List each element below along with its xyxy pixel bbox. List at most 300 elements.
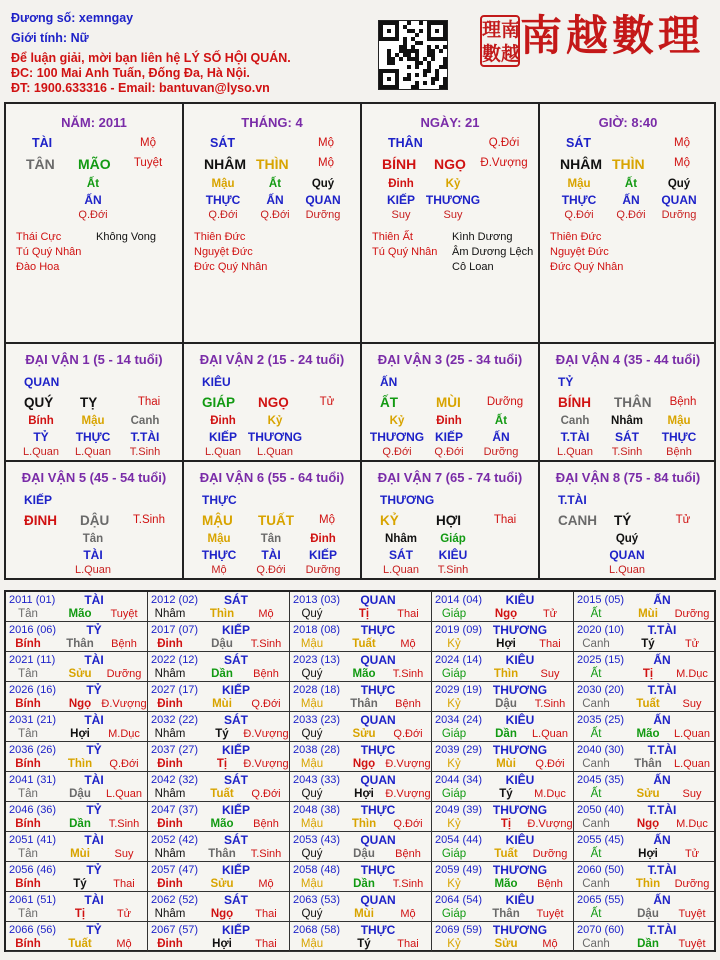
dv-hidden-stage: T.Sinh bbox=[611, 446, 643, 458]
year-label: 2012 (02) bbox=[151, 594, 199, 606]
year-label: 2013 (03) bbox=[293, 594, 341, 606]
year-stage: Thai bbox=[255, 938, 277, 950]
phone-email: ĐT: 1900.633316 - Email: bantuvan@lyso.vn bbox=[11, 81, 270, 95]
annual-luck-table bbox=[4, 590, 716, 952]
dv-hidden-stage: L.Quan bbox=[256, 446, 294, 458]
year-branch: Hợi bbox=[638, 848, 658, 860]
year-deity: T.TÀI bbox=[647, 743, 677, 757]
year-stem: Bính bbox=[15, 818, 41, 830]
year-cell bbox=[574, 922, 714, 952]
year-label: 2040 (30) bbox=[577, 744, 625, 756]
year-label: 2014 (04) bbox=[435, 594, 483, 606]
year-stem: Nhâm bbox=[154, 908, 186, 920]
year-deity: KIÊU bbox=[505, 653, 535, 667]
year-branch: Dậu bbox=[495, 698, 517, 710]
pillar-stem: TÂN bbox=[26, 156, 55, 172]
year-cell bbox=[290, 742, 432, 772]
year-label: 2049 (39) bbox=[435, 804, 483, 816]
year-stem: Ất bbox=[590, 668, 602, 680]
dai-van-stem: ĐINH bbox=[24, 513, 57, 528]
dai-van-deity: QUAN bbox=[24, 375, 60, 389]
year-branch: Mão bbox=[352, 668, 376, 680]
year-cell bbox=[574, 742, 714, 772]
year-deity: KIẾP bbox=[221, 863, 250, 877]
year-stage: T.Sinh bbox=[250, 638, 282, 650]
auspicious-star: Thái Cực bbox=[16, 231, 62, 243]
pillar-branch: THÌN bbox=[612, 156, 645, 172]
hidden-stem: Mậu bbox=[211, 178, 235, 190]
year-label: 2058 (48) bbox=[293, 864, 341, 876]
hidden-stem: Kỷ bbox=[445, 178, 461, 190]
year-stem: Mậu bbox=[300, 818, 324, 830]
hidden-stem: Ất bbox=[268, 178, 282, 190]
year-branch: Mão bbox=[210, 818, 234, 830]
year-label: 2062 (52) bbox=[151, 894, 199, 906]
year-cell bbox=[574, 652, 714, 682]
year-cell bbox=[574, 712, 714, 742]
year-deity: TỶ bbox=[86, 683, 102, 697]
hidden-stem: Quý bbox=[667, 178, 691, 190]
hidden-deity: THỰC bbox=[205, 193, 241, 207]
qr-code-icon bbox=[378, 20, 448, 90]
year-stage: M.Dục bbox=[534, 788, 566, 800]
year-stage: Mộ bbox=[116, 938, 132, 950]
year-stage: Mộ bbox=[258, 608, 274, 620]
dv-hidden-stage: Dưỡng bbox=[305, 564, 341, 576]
year-branch: Thìn bbox=[209, 608, 235, 620]
seal-icon: 理南 數越 bbox=[480, 15, 520, 67]
year-stage: Bệnh bbox=[111, 638, 137, 650]
year-stem: Nhâm bbox=[154, 608, 186, 620]
year-stage: Q.Đới bbox=[393, 818, 423, 830]
year-deity: TÀI bbox=[84, 893, 104, 907]
year-stem: Bính bbox=[15, 698, 41, 710]
dv-hidden-deity: KIÊU bbox=[438, 548, 468, 562]
year-cell bbox=[148, 862, 290, 892]
year-stem: Mậu bbox=[300, 938, 324, 950]
dv-hidden-stem: Đinh bbox=[310, 533, 336, 545]
dv-hidden-stem: Đinh bbox=[436, 415, 462, 427]
year-branch: Thìn bbox=[67, 758, 93, 770]
dv-hidden-stage: L.Quan bbox=[74, 564, 112, 576]
year-branch: Dậu bbox=[211, 638, 233, 650]
year-deity: T.TÀI bbox=[647, 803, 677, 817]
year-deity: SÁT bbox=[224, 593, 248, 607]
year-deity: KIẾP bbox=[221, 803, 250, 817]
year-deity: KIÊU bbox=[505, 773, 535, 787]
year-branch: Thìn bbox=[635, 878, 661, 890]
year-branch: Tuất bbox=[68, 938, 92, 950]
hidden-deity: THỰC bbox=[561, 193, 597, 207]
year-deity: THƯƠNG bbox=[492, 743, 548, 757]
pillar-branch: NGỌ bbox=[434, 156, 466, 172]
pillar-stage: Tuyệt bbox=[133, 157, 163, 169]
year-stage: L.Quan bbox=[105, 788, 143, 800]
inauspicious-star: Không Vong bbox=[96, 231, 156, 243]
dv-hidden-stage: T.Sinh bbox=[437, 564, 469, 576]
year-label: 2039 (29) bbox=[435, 744, 483, 756]
year-label: 2011 (01) bbox=[9, 594, 56, 606]
year-cell bbox=[6, 652, 148, 682]
year-stage: Suy bbox=[114, 848, 134, 860]
year-stage: Đ.Vượng bbox=[243, 758, 289, 770]
hidden-stage: Suy bbox=[443, 209, 463, 221]
year-branch: Tị bbox=[358, 608, 370, 620]
year-deity: ẤN bbox=[653, 713, 671, 727]
grid-divider bbox=[360, 104, 362, 578]
year-branch: Dần bbox=[211, 668, 233, 680]
year-branch: Tuất bbox=[210, 788, 234, 800]
year-label: 2036 (26) bbox=[9, 744, 57, 756]
year-cell bbox=[432, 832, 574, 862]
year-cell bbox=[148, 832, 290, 862]
year-cell bbox=[6, 922, 148, 952]
year-cell bbox=[6, 832, 148, 862]
year-stem: Canh bbox=[582, 698, 610, 710]
dv-hidden-stage: L.Quan bbox=[74, 446, 112, 458]
pillar-stem: NHÂM bbox=[560, 156, 602, 172]
year-stage: T.Sinh bbox=[250, 848, 282, 860]
year-deity: KIẾP bbox=[221, 923, 250, 937]
year-label: 2017 (07) bbox=[151, 624, 199, 636]
year-label: 2034 (24) bbox=[435, 714, 483, 726]
year-cell bbox=[574, 802, 714, 832]
year-stem: Mậu bbox=[300, 878, 324, 890]
pillar-title: GIỜ: 8:40 bbox=[598, 115, 658, 130]
year-stem: Nhâm bbox=[154, 668, 186, 680]
dv-hidden-stage: L.Quan bbox=[382, 564, 420, 576]
year-label: 2024 (14) bbox=[435, 654, 483, 666]
year-branch: Mão bbox=[494, 878, 518, 890]
dv-hidden-deity: T.TÀI bbox=[130, 430, 160, 444]
year-cell bbox=[574, 832, 714, 862]
year-label: 2068 (58) bbox=[293, 924, 341, 936]
dv-hidden-stem: Canh bbox=[130, 415, 160, 427]
dv-hidden-stage: L.Quan bbox=[556, 446, 594, 458]
pillar-deity: SÁT bbox=[210, 136, 235, 150]
year-stem: Quý bbox=[301, 908, 323, 920]
year-cell bbox=[148, 652, 290, 682]
year-stage: Suy bbox=[682, 698, 702, 710]
year-cell bbox=[6, 682, 148, 712]
year-cell bbox=[432, 652, 574, 682]
year-stage: Mộ bbox=[542, 938, 558, 950]
year-branch: Mùi bbox=[212, 698, 232, 710]
dai-van-branch: MÙI bbox=[436, 395, 461, 410]
year-branch: Tý bbox=[215, 728, 229, 740]
year-label: 2060 (50) bbox=[577, 864, 625, 876]
dv-hidden-stage: L.Quan bbox=[22, 446, 60, 458]
year-deity: SÁT bbox=[224, 833, 248, 847]
year-branch: Dần bbox=[637, 938, 659, 950]
year-stage: Tử bbox=[542, 608, 558, 620]
year-stem: Kỷ bbox=[447, 818, 461, 830]
year-stem: Tân bbox=[18, 608, 38, 620]
year-branch: Thân bbox=[66, 638, 94, 650]
year-stage: Thai bbox=[397, 608, 419, 620]
year-stem: Canh bbox=[582, 818, 610, 830]
year-stem: Quý bbox=[301, 728, 323, 740]
auspicious-star: Thiên Ất bbox=[372, 231, 413, 243]
hidden-deity: KIẾP bbox=[386, 193, 415, 207]
year-stem: Giáp bbox=[441, 788, 467, 800]
year-branch: Dậu bbox=[637, 908, 659, 920]
year-stem: Mậu bbox=[300, 638, 324, 650]
dai-van-stem: BÍNH bbox=[558, 395, 591, 410]
hidden-deity: ẤN bbox=[266, 193, 284, 207]
year-branch: Mùi bbox=[70, 848, 90, 860]
year-branch: Tị bbox=[500, 818, 512, 830]
pillar-stage: Mộ bbox=[674, 157, 690, 169]
dv-hidden-stem: Nhâm bbox=[611, 415, 643, 427]
year-deity: TÀI bbox=[84, 773, 104, 787]
inauspicious-star: Kình Dương bbox=[452, 231, 513, 243]
year-stage: Bệnh bbox=[395, 698, 421, 710]
year-branch: Sửu bbox=[68, 668, 92, 680]
year-cell bbox=[574, 682, 714, 712]
hidden-deity: ẤN bbox=[622, 193, 640, 207]
contact-note: Để luận giải, mời bạn liên hệ LÝ SỐ HỘI QUÁN. bbox=[11, 51, 291, 65]
address: ĐC: 100 Mai Anh Tuấn, Đống Đa, Hà Nội. bbox=[11, 66, 250, 80]
year-stage: Bệnh bbox=[253, 818, 279, 830]
year-stem: Tân bbox=[18, 668, 38, 680]
year-stage: Dưỡng bbox=[106, 668, 142, 680]
year-stage: Q.Đới bbox=[251, 698, 281, 710]
year-label: 2021 (11) bbox=[9, 654, 56, 666]
year-stem: Ất bbox=[590, 908, 602, 920]
grid-divider bbox=[6, 342, 714, 344]
year-stage: T.Sinh bbox=[534, 698, 566, 710]
dai-van-stem: KỶ bbox=[380, 513, 399, 528]
year-stem: Canh bbox=[582, 638, 610, 650]
year-deity: QUAN bbox=[360, 653, 396, 667]
dv-hidden-stem: Kỷ bbox=[389, 415, 405, 427]
year-stage: Tuyệt bbox=[536, 908, 564, 920]
year-deity: KIÊU bbox=[505, 893, 535, 907]
year-label: 2015 (05) bbox=[577, 594, 625, 606]
year-deity: THỰC bbox=[360, 683, 396, 697]
year-stem: Giáp bbox=[441, 848, 467, 860]
year-label: 2025 (15) bbox=[577, 654, 625, 666]
dv-hidden-stem: Giáp bbox=[440, 533, 466, 545]
dai-van-deity: THƯƠNG bbox=[380, 493, 435, 507]
dv-hidden-deity: ẤN bbox=[492, 430, 510, 444]
year-label: 2066 (56) bbox=[9, 924, 57, 936]
dv-hidden-stem: Tân bbox=[82, 533, 104, 545]
pillar-stem: BÍNH bbox=[382, 156, 417, 172]
dv-hidden-deity: KIẾP bbox=[208, 430, 237, 444]
year-label: 2059 (49) bbox=[435, 864, 483, 876]
year-label: 2050 (40) bbox=[577, 804, 625, 816]
year-stage: Tử bbox=[684, 638, 700, 650]
year-deity: QUAN bbox=[360, 833, 396, 847]
year-deity: T.TÀI bbox=[647, 923, 677, 937]
dv-hidden-stage: Q.Đới bbox=[434, 446, 464, 458]
dv-hidden-deity: THỰC bbox=[201, 548, 237, 562]
year-branch: Sửu bbox=[494, 938, 518, 950]
year-cell bbox=[432, 922, 574, 952]
dv-hidden-stage: Q.Đới bbox=[382, 446, 412, 458]
dv-hidden-stage: Bệnh bbox=[666, 446, 692, 458]
year-cell bbox=[432, 892, 574, 922]
year-branch: Tý bbox=[73, 878, 87, 890]
year-label: 2042 (32) bbox=[151, 774, 199, 786]
year-label: 2067 (57) bbox=[151, 924, 199, 936]
year-cell bbox=[290, 652, 432, 682]
dv-hidden-stem: Kỷ bbox=[267, 415, 283, 427]
dai-van-branch: TÝ bbox=[614, 513, 632, 528]
dv-hidden-deity: TỶ bbox=[33, 430, 49, 444]
year-stage: Suy bbox=[540, 668, 560, 680]
year-cell bbox=[148, 802, 290, 832]
year-cell bbox=[432, 862, 574, 892]
dai-van-branch: TỴ bbox=[80, 395, 98, 410]
pillar-stem: NHÂM bbox=[204, 156, 246, 172]
year-deity: KIẾP bbox=[221, 623, 250, 637]
year-stage: Đ.Vượng bbox=[243, 728, 289, 740]
year-deity: TÀI bbox=[84, 833, 104, 847]
year-branch: Tị bbox=[74, 908, 86, 920]
year-branch: Tị bbox=[216, 758, 228, 770]
year-stage: Bệnh bbox=[537, 878, 563, 890]
year-label: 2033 (23) bbox=[293, 714, 341, 726]
year-deity: QUAN bbox=[360, 893, 396, 907]
year-label: 2063 (53) bbox=[293, 894, 341, 906]
year-branch: Dần bbox=[353, 878, 375, 890]
year-branch: Tuất bbox=[494, 848, 518, 860]
dv-hidden-stem: Quý bbox=[615, 533, 639, 545]
dv-hidden-stem: Mậu bbox=[667, 415, 691, 427]
dai-van-deity: THỰC bbox=[202, 493, 237, 507]
year-branch: Tý bbox=[641, 638, 655, 650]
year-cell bbox=[432, 622, 574, 652]
year-cell bbox=[432, 592, 574, 622]
year-stem: Kỷ bbox=[447, 698, 461, 710]
pillar-title: THÁNG: 4 bbox=[241, 115, 303, 130]
year-label: 2028 (18) bbox=[293, 684, 341, 696]
year-cell bbox=[432, 712, 574, 742]
year-branch: Dần bbox=[69, 818, 91, 830]
year-stem: Ất bbox=[590, 608, 602, 620]
year-deity: THƯƠNG bbox=[492, 863, 548, 877]
year-stem: Mậu bbox=[300, 698, 324, 710]
year-cell bbox=[148, 592, 290, 622]
year-label: 2016 (06) bbox=[9, 624, 57, 636]
year-stem: Tân bbox=[18, 908, 38, 920]
year-cell bbox=[6, 802, 148, 832]
grid-divider bbox=[182, 104, 184, 578]
year-label: 2069 (59) bbox=[435, 924, 483, 936]
year-stem: Tân bbox=[18, 788, 38, 800]
hidden-deity: ẤN bbox=[84, 193, 102, 207]
year-cell bbox=[290, 772, 432, 802]
year-label: 2035 (25) bbox=[577, 714, 625, 726]
year-stem: Ất bbox=[590, 728, 602, 740]
year-label: 2051 (41) bbox=[9, 834, 57, 846]
year-label: 2037 (27) bbox=[151, 744, 199, 756]
year-stage: Dưỡng bbox=[674, 608, 710, 620]
year-cell bbox=[574, 622, 714, 652]
year-stage: Mộ bbox=[258, 878, 274, 890]
year-stage: L.Quan bbox=[673, 758, 711, 770]
hidden-stage: Q.Đới bbox=[208, 209, 238, 221]
year-stem: Ất bbox=[590, 788, 602, 800]
year-cell bbox=[290, 712, 432, 742]
year-stem: Nhâm bbox=[154, 848, 186, 860]
year-branch: Hợi bbox=[496, 638, 516, 650]
year-branch: Dậu bbox=[353, 848, 375, 860]
year-branch: Hợi bbox=[354, 788, 374, 800]
dai-van-title: ĐẠI VẬN 4 (35 - 44 tuổi) bbox=[555, 352, 701, 367]
dv-hidden-deity: THỰC bbox=[75, 430, 111, 444]
year-stem: Mậu bbox=[300, 758, 324, 770]
auspicious-star: Thiên Đức bbox=[550, 231, 602, 243]
year-cell bbox=[148, 922, 290, 952]
year-branch: Dần bbox=[495, 728, 517, 740]
dai-van-deity: ẤN bbox=[380, 375, 398, 389]
year-label: 2031 (21) bbox=[9, 714, 57, 726]
year-deity: THỰC bbox=[360, 923, 396, 937]
year-label: 2026 (16) bbox=[9, 684, 57, 696]
year-stage: Thai bbox=[397, 938, 419, 950]
dv-hidden-deity: T.TÀI bbox=[560, 430, 590, 444]
year-label: 2029 (19) bbox=[435, 684, 483, 696]
dai-van-deity: T.TÀI bbox=[558, 493, 587, 507]
year-deity: ẤN bbox=[653, 773, 671, 787]
year-deity: THƯƠNG bbox=[492, 623, 548, 637]
year-deity: SÁT bbox=[224, 653, 248, 667]
dv-hidden-stem: Bính bbox=[28, 415, 54, 427]
hidden-stage: Q.Đới bbox=[78, 209, 108, 221]
year-deity: TỶ bbox=[86, 923, 102, 937]
year-deity: TÀI bbox=[84, 713, 104, 727]
dv-hidden-stage: L.Quan bbox=[204, 446, 242, 458]
dv-hidden-stem: Tân bbox=[260, 533, 282, 545]
year-label: 2061 (51) bbox=[9, 894, 57, 906]
hidden-stage: Dưỡng bbox=[661, 209, 697, 221]
year-deity: THỰC bbox=[360, 803, 396, 817]
pillar-deity-note: Q.Đới bbox=[488, 137, 520, 149]
year-stem: Đinh bbox=[157, 878, 183, 890]
dai-van-branch: TUẤT bbox=[258, 513, 294, 528]
auspicious-star: Thiên Đức bbox=[194, 231, 246, 243]
year-stem: Tân bbox=[18, 848, 38, 860]
year-stem: Quý bbox=[301, 788, 323, 800]
hidden-stage: Q.Đới bbox=[564, 209, 594, 221]
year-cell bbox=[6, 592, 148, 622]
pillar-grid bbox=[4, 102, 716, 580]
year-branch: Tuất bbox=[352, 638, 376, 650]
pillar-deity-note: Mộ bbox=[674, 137, 690, 149]
dv-hidden-deity: THƯƠNG bbox=[247, 430, 303, 444]
dv-hidden-stem: Nhâm bbox=[385, 533, 417, 545]
year-label: 2043 (33) bbox=[293, 774, 341, 786]
dv-hidden-stage: T.Sinh bbox=[129, 446, 161, 458]
year-cell bbox=[290, 832, 432, 862]
dai-van-stage: Bệnh bbox=[669, 396, 697, 408]
dv-hidden-stem: Mậu bbox=[81, 415, 105, 427]
year-label: 2055 (45) bbox=[577, 834, 625, 846]
dai-van-stage: Tử bbox=[319, 396, 335, 408]
year-branch: Mùi bbox=[496, 758, 516, 770]
year-stage: Dưỡng bbox=[674, 878, 710, 890]
year-stage: Dưỡng bbox=[532, 848, 568, 860]
auspicious-star: Đức Quý Nhân bbox=[550, 261, 624, 273]
grid-divider bbox=[6, 460, 714, 462]
year-branch: Tuất bbox=[636, 698, 660, 710]
year-deity: TỶ bbox=[86, 863, 102, 877]
auspicious-star: Nguyệt Đức bbox=[194, 246, 253, 258]
